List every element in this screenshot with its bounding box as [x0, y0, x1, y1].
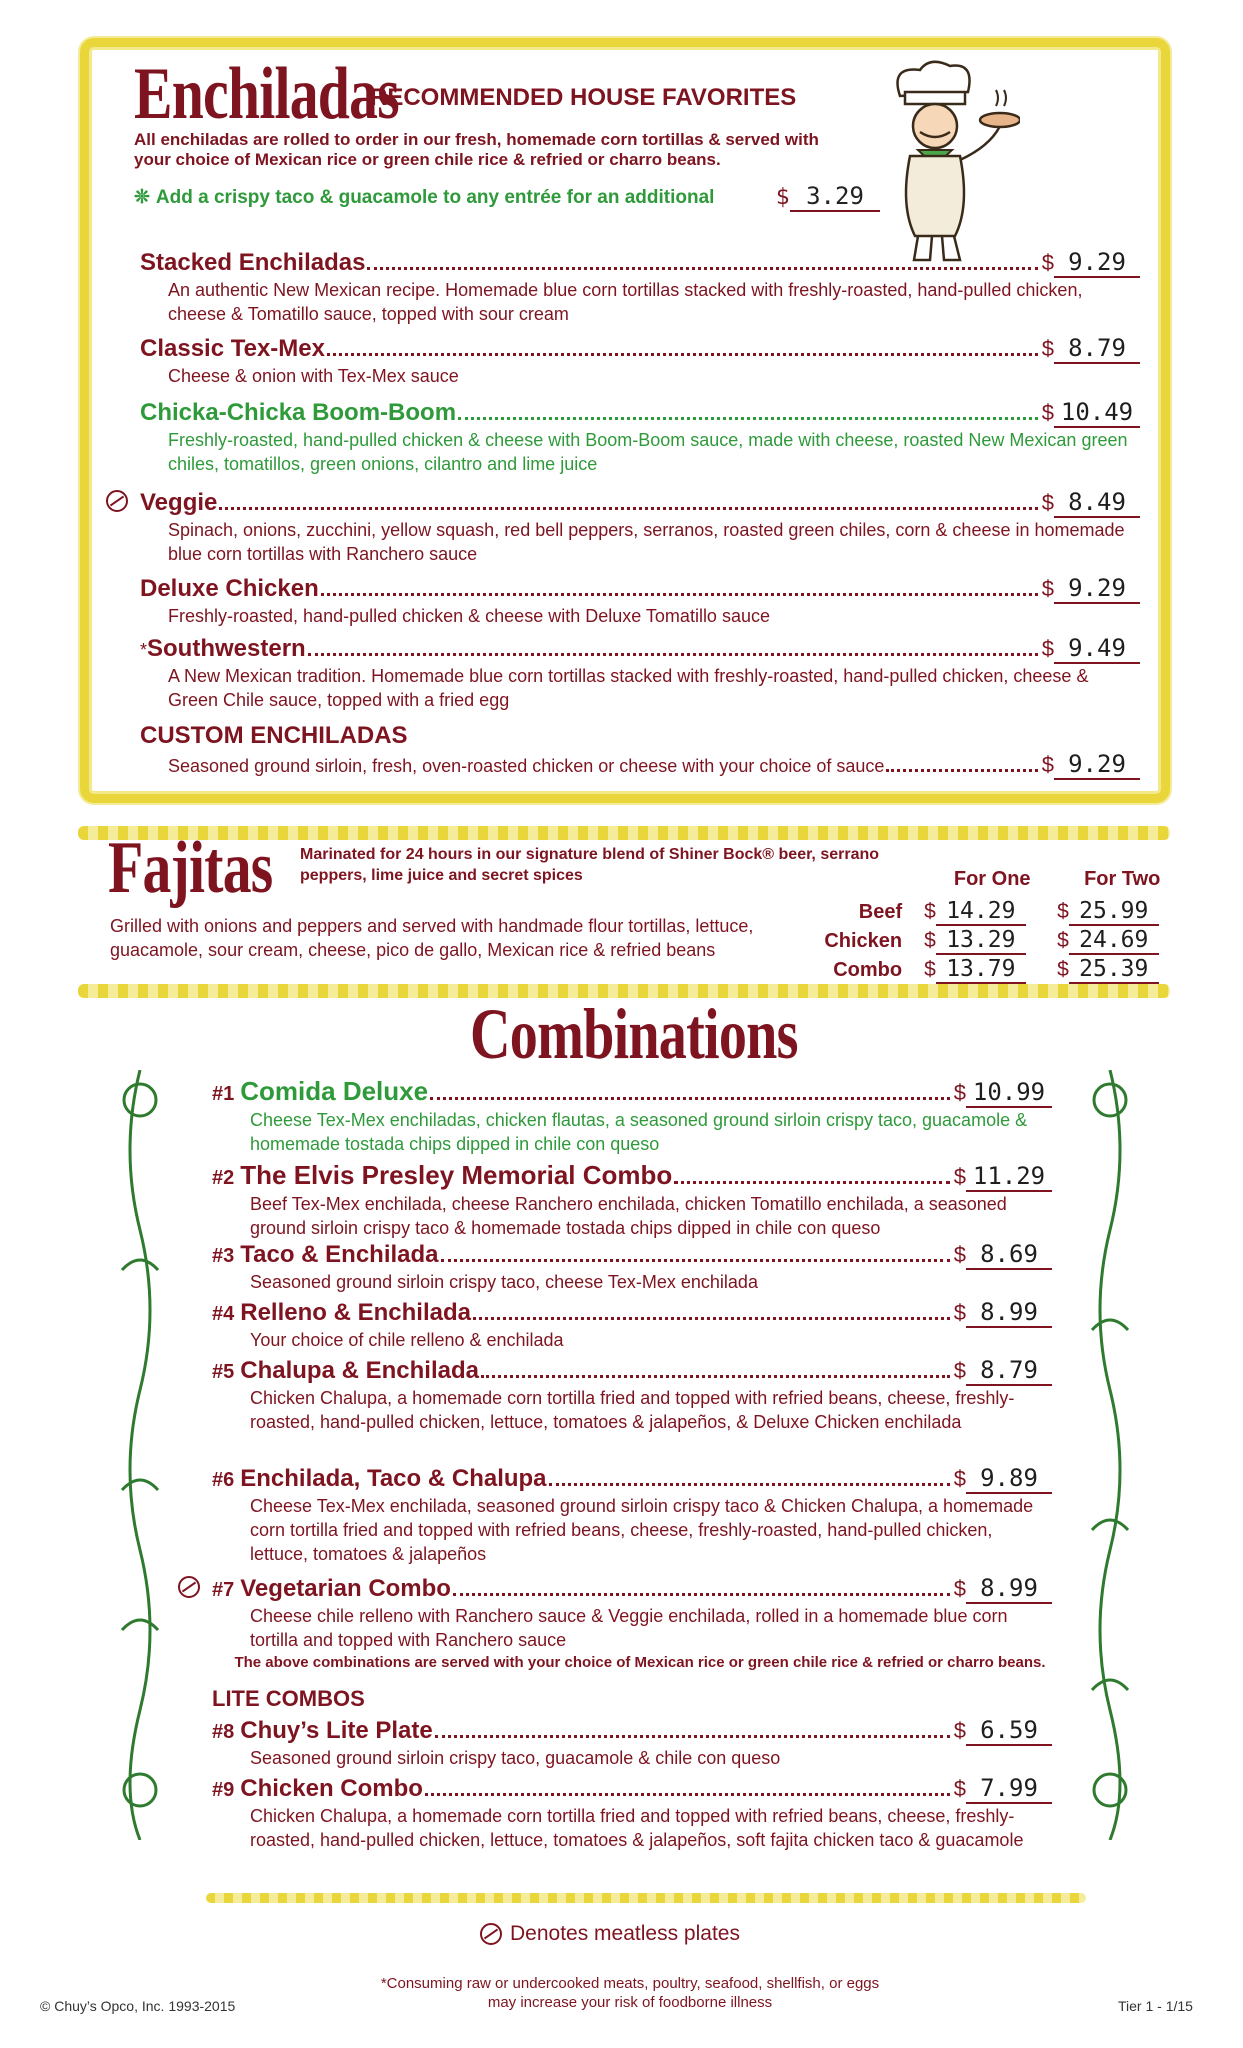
menu-item: CUSTOM ENCHILADAS Seasoned ground sirloin, fresh, oven-roasted chicken or cheese with your choice of sauce $ 9.29 [140, 722, 1140, 780]
item-price: 8.79 [1054, 334, 1140, 364]
item-description: Your choice of chile relleno & enchilada [250, 1330, 564, 1350]
item-description: Seasoned ground sirloin, fresh, oven-roasted chicken or cheese with your choice of sauce [168, 756, 885, 776]
menu-item: * Southwestern $ 9.49 A New Mexican tradition. Homemade blue corn tortillas stacked with freshly-roasted, hand-pulled chicken, cheese & Green Chile sauce, topped with a fried egg [140, 634, 1140, 712]
item-name: Chalupa & Enchilada [240, 1357, 479, 1384]
price-one: 13.29 [936, 927, 1026, 955]
tier-label: Tier 1 - 1/15 [1118, 1998, 1193, 2014]
item-description: An authentic New Mexican recipe. Homemade blue corn tortillas stacked with freshly-roasted, hand-pulled chicken, cheese & Tomatillo sauce, topped with sour cream [168, 280, 1083, 324]
asterisk-mark: * [140, 640, 148, 660]
vine-decoration-icon [110, 1070, 170, 1840]
item-price: 9.49 [1054, 634, 1140, 664]
item-description: Seasoned ground sirloin crispy taco, guacamole & chile con queso [250, 1748, 781, 1768]
fajitas-price-table [800, 868, 1180, 985]
meatless-icon [178, 1576, 200, 1598]
item-description: Chicken Chalupa, a homemade corn tortilla fried and topped with refried beans, cheese, freshly-roasted, hand-pulled chicken, lettuce, tomatoes & jalapeños, soft fajita chicken taco & guacamole [250, 1806, 1024, 1850]
divider [206, 1893, 1086, 1903]
item-name: Classic Tex-Mex [140, 335, 325, 362]
addon-text [134, 186, 714, 209]
combo-item: #6 Enchilada, Taco & Chalupa $ 9.89 Cheese Tex-Mex enchilada, seasoned ground sirloin crispy taco & Chicken Chalupa, a homemade corn tortilla fried and topped with refried beans, cheese, freshly-roasted, hand-pulled chicken, lettuce, tomatoes & jalapeños [212, 1464, 1052, 1566]
item-name: Enchilada, Taco & Chalupa [240, 1465, 547, 1492]
item-name: Comida Deluxe [240, 1076, 429, 1106]
price-one: 14.29 [936, 898, 1026, 926]
item-description: Cheese chile relleno with Ranchero sauce & Veggie enchilada, rolled in a homemade blue corn tortilla and topped with Ranchero sauce [250, 1606, 1008, 1650]
item-description: Seasoned ground sirloin crispy taco, cheese Tex-Mex enchilada [250, 1272, 758, 1292]
combo-number: #5 [212, 1361, 235, 1383]
addon-label: Add a crispy taco & guacamole to any entrée for an additional [155, 187, 715, 208]
row-label: Combo [833, 959, 903, 981]
combo-item: #4 Relleno & Enchilada $ 8.99 Your choice of chile relleno & enchilada [212, 1298, 1052, 1352]
item-price: 9.29 [1054, 750, 1140, 780]
combo-number: #8 [212, 1721, 235, 1743]
row-label: Chicken [824, 930, 903, 952]
lite-combos-title: LITE COMBOS [212, 1686, 365, 1711]
item-price: 8.49 [1054, 488, 1140, 518]
item-description: Cheese Tex-Mex enchiladas, chicken flautas, a seasoned ground sirloin crispy taco, guacamole & homemade tostada chips dipped in chile con queso [250, 1110, 1028, 1154]
table-row: Chicken $ 13.29 $ 24.69 [800, 927, 1180, 956]
item-price: 8.69 [966, 1240, 1052, 1270]
item-name: Vegetarian Combo [240, 1575, 451, 1602]
item-name: The Elvis Presley Memorial Combo [240, 1160, 673, 1190]
combo-number: #9 [212, 1779, 235, 1801]
item-name: CUSTOM ENCHILADAS [140, 722, 408, 749]
chef-illustration-icon [860, 56, 1020, 266]
fajitas-description: Grilled with onions and peppers and served with handmade flour tortillas, lettuce, guacamole, sour cream, cheese, pico de gallo, Mexican rice & refried beans [110, 916, 754, 960]
combo-item: #1 Comida Deluxe $ 10.99 Cheese Tex-Mex enchiladas, chicken flautas, a seasoned ground sirloin crispy taco, guacamole & homemade tostada chips dipped in chile con queso [212, 1076, 1052, 1156]
price-two: 24.69 [1069, 927, 1159, 955]
item-name: Veggie [140, 489, 218, 516]
combo-item: #9 Chicken Combo $ 7.99 Chicken Chalupa, a homemade corn tortilla fried and topped with refried beans, cheese, freshly-roasted, hand-pulled chicken, lettuce, tomatoes & jalapeños, soft fajita chicken taco & guacamole [212, 1774, 1052, 1852]
item-name: Relleno & Enchilada [240, 1299, 471, 1326]
combo-item: #8 Chuy’s Lite Plate $ 6.59 Seasoned ground sirloin crispy taco, guacamole & chile con queso [212, 1716, 1052, 1770]
item-name: Stacked Enchiladas [140, 249, 366, 276]
item-price: 9.29 [1054, 574, 1140, 604]
table-row: Combo $ 13.79 $ 25.39 [800, 956, 1180, 985]
enchiladas-subtitle: RECOMMENDED HOUSE FAVORITES [370, 84, 797, 111]
item-price: 9.89 [966, 1464, 1052, 1494]
item-description: Beef Tex-Mex enchilada, cheese Ranchero enchilada, chicken Tomatillo enchilada, a seasoned ground sirloin crispy taco & homemade tostada chips dipped in chile con queso [250, 1194, 1007, 1238]
item-price: 10.49 [1054, 398, 1140, 428]
item-name: Southwestern [147, 635, 306, 662]
item-price: 7.99 [966, 1774, 1052, 1804]
item-price: 8.79 [966, 1356, 1052, 1386]
item-name: Taco & Enchilada [240, 1241, 439, 1268]
snowflake-icon: ❊ [134, 187, 150, 208]
item-description: Freshly-roasted, hand-pulled chicken & cheese with Boom-Boom sauce, made with cheese, roasted New Mexican green chiles, tomatillos, green onions, cilantro and lime juice [168, 430, 1128, 474]
menu-item: Veggie $ 8.49 Spinach, onions, zucchini, yellow squash, red bell peppers, serranos, roasted green chiles, corn & cheese in homemade blue corn tortillas with Ranchero sauce [140, 488, 1140, 566]
menu-item: Deluxe Chicken $ 9.29 Freshly-roasted, hand-pulled chicken & cheese with Deluxe Tomatillo sauce [140, 574, 1140, 628]
item-name: Chicka-Chicka Boom-Boom [140, 399, 457, 426]
item-price: 10.99 [966, 1078, 1052, 1108]
item-description: Chicken Chalupa, a homemade corn tortilla fried and topped with refried beans, cheese, freshly-roasted, hand-pulled chicken, lettuce, tomatoes & jalapeños, & Deluxe Chicken enchilada [250, 1388, 1015, 1432]
item-price: 6.59 [966, 1716, 1052, 1746]
item-description: Spinach, onions, zucchini, yellow squash, red bell peppers, serranos, roasted green chiles, corn & cheese in homemade blue corn tortillas with Ranchero sauce [168, 520, 1125, 564]
enchiladas-title: Enchiladas [134, 53, 399, 135]
vine-decoration-icon [1080, 1070, 1140, 1840]
menu-item: Stacked Enchiladas $ 9.29 An authentic New Mexican recipe. Homemade blue corn tortillas stacked with freshly-roasted, hand-pulled chicken, cheese & Tomatillo sauce, topped with sour cream [140, 248, 1140, 326]
fajitas-title: Fajitas [108, 827, 273, 909]
item-price: 9.29 [1054, 248, 1140, 278]
combinations-note: The above combinations are served with your choice of Mexican rice or green chile rice & refried or charro beans. [234, 1654, 1046, 1671]
currency-sign: $ [776, 185, 790, 210]
combinations-title: Combinations [470, 994, 798, 1074]
item-name: Deluxe Chicken [140, 575, 319, 602]
item-price: 8.99 [966, 1574, 1052, 1604]
item-description: A New Mexican tradition. Homemade blue corn tortillas stacked with freshly-roasted, hand-pulled chicken, cheese & Green Chile sauce, topped with a fried egg [168, 666, 1089, 710]
item-name: Chuy’s Lite Plate [240, 1717, 433, 1744]
combo-item: #7 Vegetarian Combo $ 8.99 Cheese chile relleno with Ranchero sauce & Veggie enchilada, rolled in a homemade blue corn tortilla and topped with Ranchero sauce [212, 1574, 1052, 1652]
fajitas-marinade: Marinated for 24 hours in our signature blend of Shiner Bock® beer, serrano peppers, lime juice and secret spices [300, 846, 880, 884]
meatless-legend [480, 1922, 740, 1946]
column-header: For Two [1084, 868, 1161, 890]
column-header: For One [953, 868, 1031, 890]
item-name: Chicken Combo [240, 1775, 423, 1802]
combo-number: #1 [212, 1083, 235, 1105]
price-one: 13.79 [936, 956, 1026, 984]
combo-number: #6 [212, 1469, 235, 1491]
price-two: 25.99 [1069, 898, 1159, 926]
copyright: © Chuy’s Opco, Inc. 1993-2015 [40, 1998, 236, 2014]
combo-item: #5 Chalupa & Enchilada $ 8.79 Chicken Chalupa, a homemade corn tortilla fried and topped with refried beans, cheese, freshly-roasted, hand-pulled chicken, lettuce, tomatoes & jalapeños, & Deluxe Chicken enchilada [212, 1356, 1052, 1434]
menu-item: Classic Tex-Mex $ 8.79 Cheese & onion with Tex-Mex sauce [140, 334, 1140, 388]
combo-number: #2 [212, 1167, 235, 1189]
combo-number: #7 [212, 1579, 235, 1601]
health-disclaimer: *Consuming raw or undercooked meats, poultry, seafood, shellfish, or eggs may increase your risk of foodborne illness [380, 1975, 880, 2011]
menu-item: Chicka-Chicka Boom-Boom $ 10.49 Freshly-roasted, hand-pulled chicken & cheese with Boom-Boom sauce, made with cheese, roasted New Mexican green chiles, tomatillos, green onions, cilantro and lime juice [140, 398, 1140, 476]
item-description: Cheese Tex-Mex enchilada, seasoned ground sirloin crispy taco & Chicken Chalupa, a homemade corn tortilla fried and topped with refried beans, cheese, freshly-roasted, hand-pulled chicken, lettuce, tomatoes & jalapeños [250, 1496, 1034, 1564]
enchiladas-description: All enchiladas are rolled to order in our fresh, homemade corn tortillas & served with your choice of Mexican rice or green chile rice & refried or charro beans. [134, 130, 819, 169]
table-row: Beef $ 14.29 $ 25.99 [800, 898, 1180, 927]
item-price: 8.99 [966, 1298, 1052, 1328]
item-description: Freshly-roasted, hand-pulled chicken & cheese with Deluxe Tomatillo sauce [168, 606, 770, 626]
combo-item: #3 Taco & Enchilada $ 8.69 Seasoned ground sirloin crispy taco, cheese Tex-Mex enchilada [212, 1240, 1052, 1294]
meatless-icon [480, 1923, 502, 1945]
combo-number: #4 [212, 1303, 235, 1325]
item-price: 11.29 [966, 1162, 1052, 1192]
price-two: 25.39 [1069, 956, 1159, 984]
addon-price-value: 3.29 [790, 182, 880, 212]
row-label: Beef [858, 901, 903, 923]
combo-item: #2 The Elvis Presley Memorial Combo $ 11.29 Beef Tex-Mex enchilada, cheese Ranchero enchilada, chicken Tomatillo enchilada, a seasoned ground sirloin crispy taco & homemade tostada chips dipped in chile con queso [212, 1160, 1052, 1240]
item-description: Cheese & onion with Tex-Mex sauce [168, 366, 459, 386]
combo-number: #3 [212, 1245, 235, 1267]
meatless-icon [106, 490, 128, 512]
meatless-legend-text: Denotes meatless plates [510, 1922, 740, 1945]
